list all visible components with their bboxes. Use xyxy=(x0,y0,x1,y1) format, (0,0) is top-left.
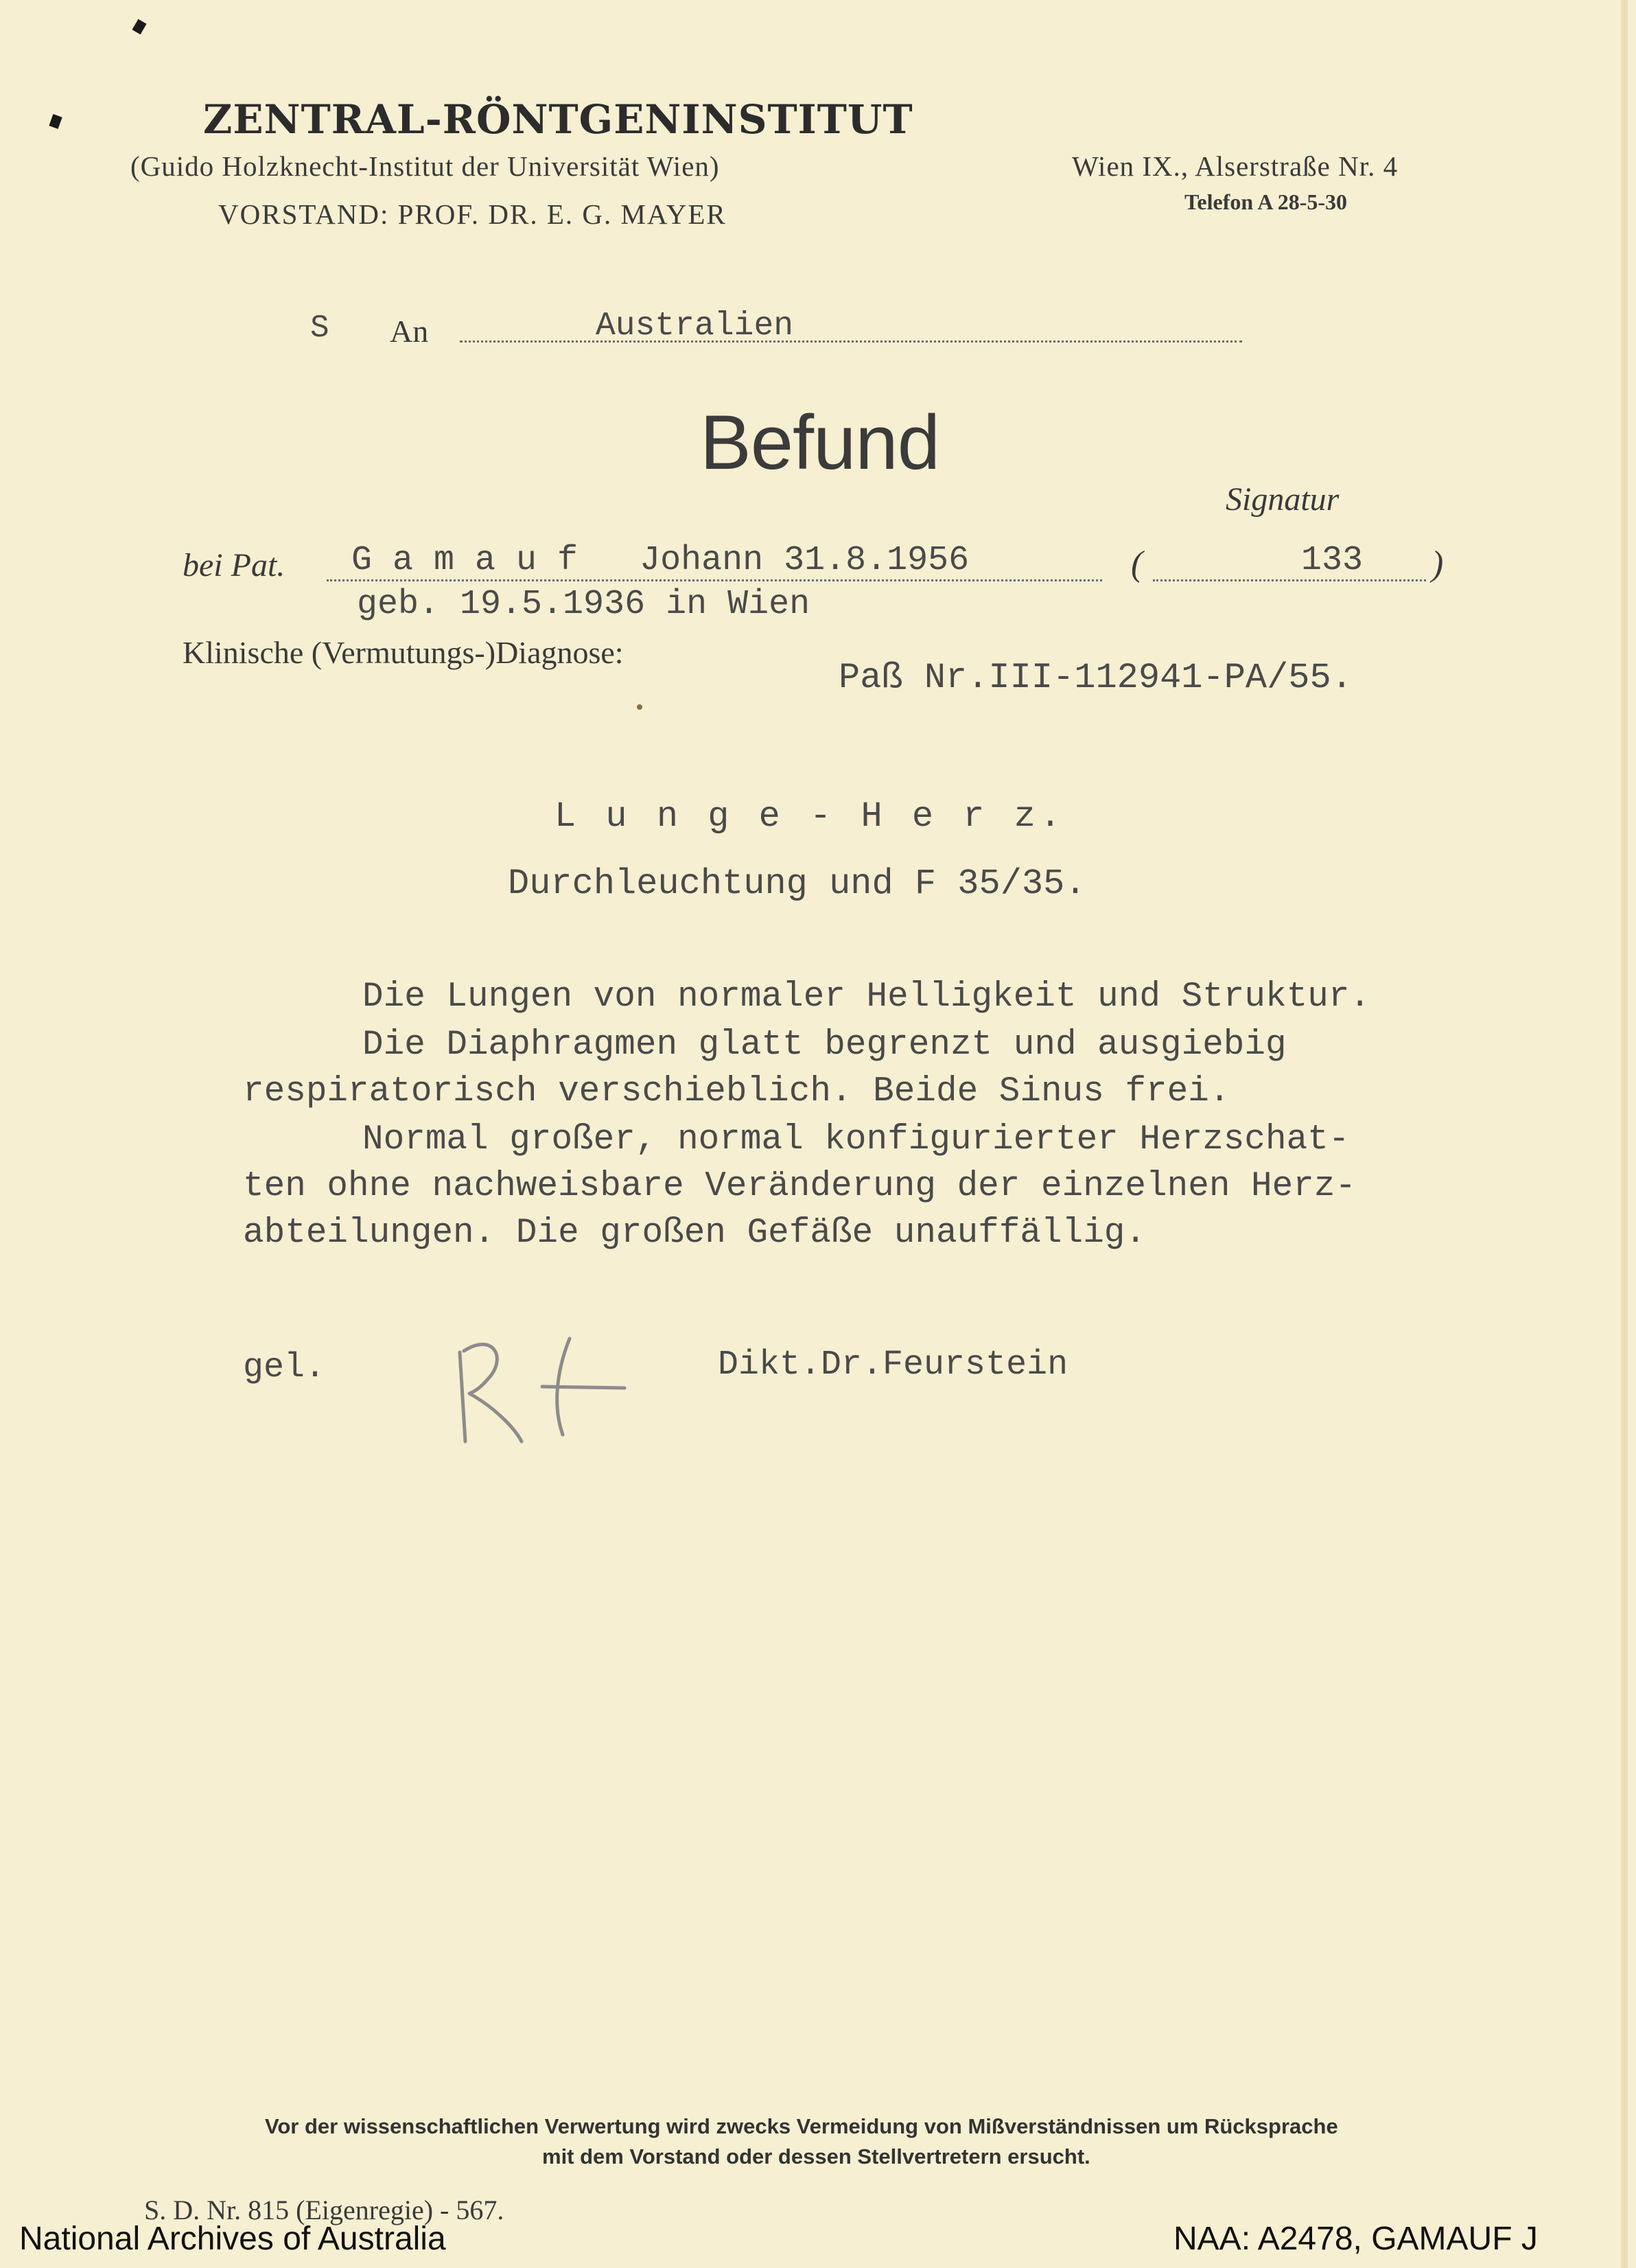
institute-subtitle: (Guido Holzknecht-Institut der Universität Wien) xyxy=(130,150,720,182)
recipient-mark: S xyxy=(310,310,329,346)
punch-mark xyxy=(132,19,146,35)
document-title: Befund xyxy=(700,400,939,485)
signatur-dotted-line xyxy=(1153,579,1426,581)
archive-source: National Archives of Australia xyxy=(19,2221,446,2257)
signoff-dictated: Dikt.Dr.Feurstein xyxy=(718,1345,1068,1385)
exam-heading: L u n g e - H e r z. xyxy=(554,796,1066,837)
signatur-label: Signatur xyxy=(1226,481,1340,518)
footer-note-line1: Vor der wissenschaftlichen Verwertung wird zwecks Vermeidung von Mißverständnissen um Rücksprache xyxy=(265,2114,1338,2138)
handwritten-initials-signature xyxy=(453,1332,631,1448)
patient-name: G a m a u f Johann 31.8.1956 xyxy=(351,541,970,580)
findings-line: Normal großer, normal konfigurierter Herzschat- xyxy=(362,1120,1350,1159)
signatur-open-paren: ( xyxy=(1131,544,1143,583)
recipient-dotted-line xyxy=(460,340,1242,343)
signoff-gel: gel. xyxy=(243,1348,326,1387)
diagnosis-value: Paß Nr.III-112941-PA/55. xyxy=(839,658,1353,698)
findings-line: Die Diaphragmen glatt begrenzt und ausgiebig xyxy=(362,1026,1287,1065)
findings-line: respiratorisch verschieblich. Beide Sinus frei. xyxy=(243,1072,1230,1111)
findings-line: Die Lungen von normaler Helligkeit und Struktur. xyxy=(362,977,1371,1017)
institute-telephone: Telefon A 28-5-30 xyxy=(1184,189,1348,214)
exam-method: Durchleuchtung und F 35/35. xyxy=(508,864,1086,904)
footer-note-line2: mit dem Vorstand oder dessen Stellvertretern ersucht. xyxy=(542,2144,1090,2168)
signatur-value: 133 xyxy=(1301,541,1364,580)
diagnosis-label: Klinische (Vermutungs-)Diagnose: xyxy=(183,635,624,670)
patient-label: bei Pat. xyxy=(183,547,285,583)
recipient-label: An xyxy=(390,314,429,349)
institute-name: ZENTRAL-RÖNTGENINSTITUT xyxy=(203,96,913,143)
findings-line: abteilungen. Die großen Gefäße unauffällig. xyxy=(243,1214,1147,1253)
institute-chief: VORSTAND: PROF. DR. E. G. MAYER xyxy=(218,198,727,230)
form-number: S. D. Nr. 815 (Eigenregie) - 567. xyxy=(144,2195,504,2225)
signatur-close-paren: ) xyxy=(1432,544,1444,583)
findings-line: ten ohne nachweisbare Veränderung der einzelnen Herz- xyxy=(243,1167,1357,1206)
punch-mark xyxy=(49,114,62,129)
recipient-value: Australien xyxy=(596,308,794,345)
archive-reference: NAA: A2478, GAMAUF J xyxy=(1173,2221,1538,2257)
ink-dot xyxy=(637,704,642,710)
patient-birth: geb. 19.5.1936 in Wien xyxy=(357,585,810,624)
institute-address: Wien IX., Alserstraße Nr. 4 xyxy=(1072,150,1399,182)
